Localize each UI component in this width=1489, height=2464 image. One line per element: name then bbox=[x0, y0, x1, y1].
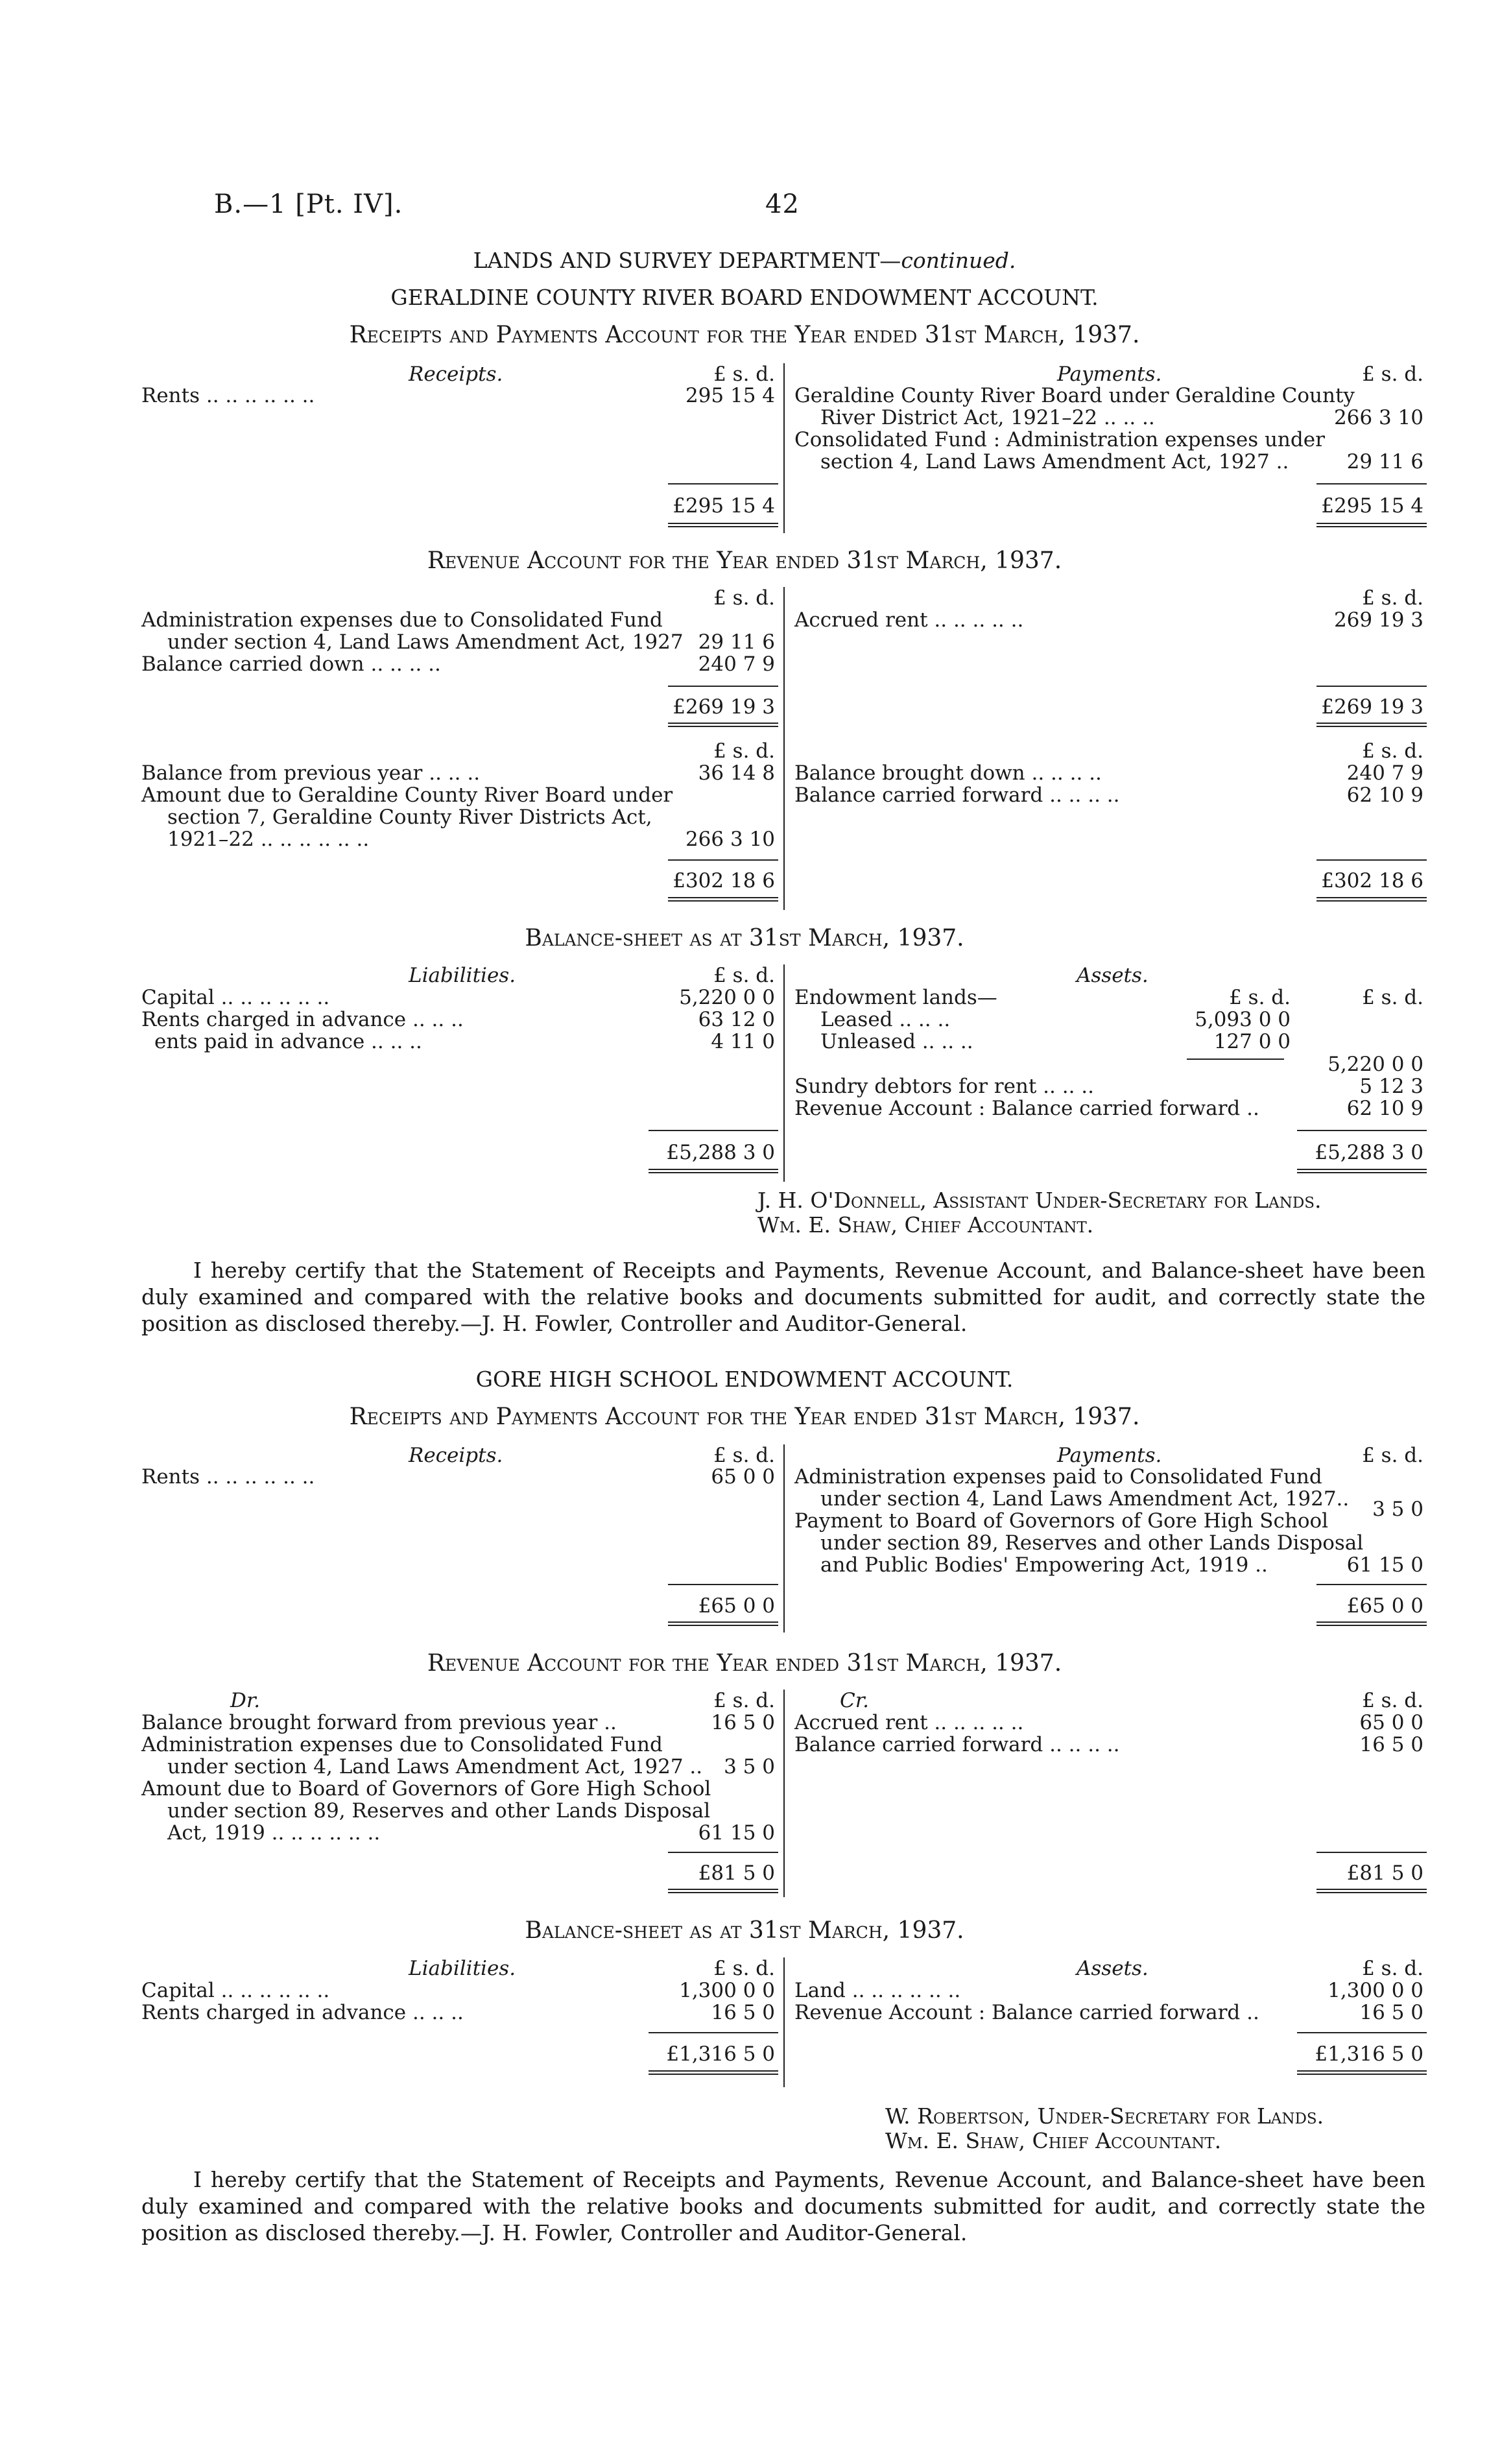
rule bbox=[668, 1852, 778, 1853]
revenue-line: under section 89, Reserves and other Lands Disposal bbox=[167, 1799, 711, 1823]
column-divider bbox=[783, 1690, 785, 1897]
total-left: £1,316 5 0 bbox=[666, 2042, 775, 2066]
dr-label: Dr. bbox=[230, 1689, 261, 1712]
total-left: £302 18 6 bbox=[673, 869, 775, 892]
total-right: £295 15 4 bbox=[1321, 494, 1423, 518]
revenue-line: Administration expenses due to Consolidated Fund bbox=[141, 608, 663, 632]
lsd-header: £ s. d. bbox=[1362, 586, 1423, 610]
liability-line: Capital .. .. .. .. .. .. bbox=[141, 1979, 330, 2002]
rule bbox=[668, 686, 778, 687]
lsd-header: £ s. d. bbox=[1362, 739, 1423, 763]
total-right: £269 19 3 bbox=[1321, 695, 1423, 719]
asset-line: Revenue Account : Balance carried forward .. bbox=[794, 2001, 1259, 2024]
liability-amount: 16 5 0 bbox=[711, 2001, 775, 2024]
asset-amount: 127 0 0 bbox=[1213, 1030, 1291, 1053]
asset-line: Land .. .. .. .. .. .. bbox=[794, 1979, 961, 2002]
revenue-line: 1921–22 .. .. .. .. .. .. bbox=[167, 828, 370, 851]
lsd-header: £ s. d. bbox=[713, 1957, 775, 1980]
rule bbox=[668, 483, 778, 484]
payment-line: and Public Bodies' Empowering Act, 1919 .. bbox=[820, 1553, 1268, 1577]
payments-label: Payments. bbox=[1057, 363, 1162, 386]
double-rule bbox=[1297, 2070, 1427, 2075]
liabilities-label: Liabilities. bbox=[409, 964, 516, 987]
double-rule bbox=[668, 1621, 778, 1626]
double-rule bbox=[1316, 523, 1427, 527]
payment-line: Consolidated Fund : Administration expenses under bbox=[794, 428, 1325, 451]
revenue-line: Balance brought down .. .. .. .. bbox=[794, 761, 1102, 785]
rule bbox=[1316, 859, 1427, 861]
lsd-header: £ s. d. bbox=[713, 1444, 775, 1467]
payment-line: section 4, Land Laws Amendment Act, 1927 .. bbox=[820, 450, 1289, 473]
signature-accountant: Wm. E. Shaw, Chief Accountant. bbox=[757, 1212, 1094, 1238]
payment-line: Administration expenses paid to Consolidated Fund bbox=[794, 1465, 1322, 1489]
total-right: £81 5 0 bbox=[1346, 1861, 1423, 1885]
receipts-label: Receipts. bbox=[409, 1444, 503, 1467]
rule bbox=[649, 1130, 778, 1131]
payment-amount: 3 5 0 bbox=[1372, 1498, 1423, 1521]
double-rule bbox=[1316, 1889, 1427, 1893]
lsd-header: £ s. d. bbox=[713, 739, 775, 763]
rule bbox=[1316, 483, 1427, 484]
lsd-header: £ s. d. bbox=[1229, 986, 1291, 1009]
revenue-amount: 62 10 9 bbox=[1346, 783, 1423, 807]
total-left: £269 19 3 bbox=[673, 695, 775, 719]
assets-label: Assets. bbox=[1077, 964, 1149, 987]
geraldine-balance-heading: Balance-sheet as at 31st March, 1937. bbox=[525, 925, 964, 951]
revenue-line: Balance carried forward .. .. .. .. bbox=[794, 1733, 1120, 1756]
gore-revenue-heading: Revenue Account for the Year ended 31st March, 1937. bbox=[427, 1650, 1062, 1677]
revenue-amount: 29 11 6 bbox=[698, 630, 775, 654]
double-rule bbox=[1297, 1169, 1427, 1173]
asset-line: Sundry debtors for rent .. .. .. bbox=[794, 1075, 1095, 1098]
asset-line: Leased .. .. .. bbox=[820, 1008, 951, 1031]
department-title: LANDS AND SURVEY DEPARTMENT—continued. bbox=[473, 248, 1016, 273]
payment-line: under section 4, Land Laws Amendment Act, 1927.. bbox=[820, 1487, 1350, 1511]
total-right: £1,316 5 0 bbox=[1315, 2042, 1423, 2066]
revenue-amount: 65 0 0 bbox=[1359, 1711, 1423, 1734]
liability-amount: 1,300 0 0 bbox=[679, 1979, 775, 2002]
asset-amount: 16 5 0 bbox=[1359, 2001, 1423, 2024]
revenue-line: Accrued rent .. .. .. .. .. bbox=[794, 1711, 1024, 1734]
payment-amount: 61 15 0 bbox=[1346, 1553, 1423, 1577]
asset-line: Revenue Account : Balance carried forward .. bbox=[794, 1097, 1259, 1120]
double-rule bbox=[668, 723, 778, 727]
asset-line: Unleased .. .. .. bbox=[820, 1030, 973, 1053]
double-rule bbox=[668, 1889, 778, 1893]
liability-amount: 5,220 0 0 bbox=[679, 986, 775, 1009]
revenue-line: Accrued rent .. .. .. .. .. bbox=[794, 608, 1024, 632]
gore-rp-heading: Receipts and Payments Account for the Year ended 31st March, 1937. bbox=[349, 1404, 1140, 1430]
payment-line: Payment to Board of Governors of Gore High School bbox=[794, 1509, 1329, 1533]
double-rule bbox=[649, 1169, 778, 1173]
page-reference: B.—1 [Pt. IV]. bbox=[214, 189, 403, 219]
revenue-line: Act, 1919 .. .. .. .. .. .. bbox=[167, 1821, 381, 1845]
asset-amount: 5,093 0 0 bbox=[1195, 1008, 1291, 1031]
rents-line: Rents .. .. .. .. .. .. bbox=[141, 384, 315, 407]
double-rule bbox=[649, 2070, 778, 2075]
asset-amount: 62 10 9 bbox=[1346, 1097, 1423, 1120]
double-rule bbox=[668, 523, 778, 527]
total-right: £65 0 0 bbox=[1346, 1594, 1423, 1618]
total-left: £81 5 0 bbox=[698, 1861, 775, 1885]
liability-line: Capital .. .. .. .. .. .. bbox=[141, 986, 330, 1009]
payment-line: under section 89, Reserves and other Lands Disposal bbox=[820, 1531, 1364, 1555]
column-divider bbox=[783, 1444, 785, 1633]
assets-label: Assets. bbox=[1077, 1957, 1149, 1980]
total-right: £5,288 3 0 bbox=[1315, 1141, 1423, 1164]
revenue-amount: 269 19 3 bbox=[1333, 608, 1423, 632]
lsd-header: £ s. d. bbox=[1362, 986, 1423, 1009]
total-left: £65 0 0 bbox=[698, 1594, 775, 1618]
revenue-amount: 61 15 0 bbox=[698, 1821, 775, 1845]
revenue-amount: 240 7 9 bbox=[1346, 761, 1423, 785]
revenue-line: Balance carried down .. .. .. .. bbox=[141, 652, 441, 676]
column-divider bbox=[783, 964, 785, 1182]
signature-under-secretary: J. H. O'Donnell, Assistant Under-Secretary for Lands. bbox=[757, 1188, 1322, 1213]
revenue-line: Amount due to Board of Governors of Gore High School bbox=[141, 1777, 711, 1800]
revenue-amount: 240 7 9 bbox=[698, 652, 775, 676]
audit-certificate: I hereby certify that the Statement of Receipts and Payments, Revenue Account, and Balance-sheet have been duly examined and compared with the relative books and documents submitted for audit, and correctly state the position as disclosed thereby.—J. H. Fowler, Controller and Auditor-General. bbox=[141, 1258, 1425, 1336]
revenue-amount: 3 5 0 bbox=[724, 1755, 775, 1778]
liabilities-label: Liabilities. bbox=[409, 1957, 516, 1980]
signature-under-secretary: W. Robertson, Under-Secretary for Lands. bbox=[885, 2103, 1324, 2129]
rule bbox=[1297, 2032, 1427, 2033]
liability-line: Rents charged in advance .. .. .. bbox=[141, 1008, 464, 1031]
total-left: £5,288 3 0 bbox=[666, 1141, 775, 1164]
column-divider bbox=[783, 587, 785, 910]
receipts-label: Receipts. bbox=[409, 363, 503, 386]
column-divider bbox=[783, 363, 785, 533]
double-rule bbox=[668, 897, 778, 902]
double-rule bbox=[1316, 1621, 1427, 1626]
lsd-header: £ s. d. bbox=[713, 964, 775, 987]
revenue-line: section 7, Geraldine County River Districts Act, bbox=[167, 806, 652, 829]
lsd-header: £ s. d. bbox=[1362, 1689, 1423, 1712]
geraldine-title: GERALDINE COUNTY RIVER BOARD ENDOWMENT ACCOUNT. bbox=[390, 285, 1099, 310]
double-rule bbox=[1316, 723, 1427, 727]
rule bbox=[668, 1584, 778, 1585]
revenue-line: under section 4, Land Laws Amendment Act, 1927 bbox=[167, 630, 684, 654]
page-number: 42 bbox=[765, 189, 800, 219]
revenue-amount: 16 5 0 bbox=[1359, 1733, 1423, 1756]
cr-label: Cr. bbox=[840, 1689, 869, 1712]
lsd-header: £ s. d. bbox=[713, 586, 775, 610]
revenue-line: under section 4, Land Laws Amendment Act, 1927 .. bbox=[167, 1755, 703, 1778]
rents-line: Rents .. .. .. .. .. .. bbox=[141, 1465, 315, 1489]
rule bbox=[1297, 1130, 1427, 1131]
payment-line: River District Act, 1921–22 .. .. .. bbox=[820, 406, 1155, 429]
asset-amount: 1,300 0 0 bbox=[1328, 1979, 1423, 2002]
liability-line: ents paid in advance .. .. .. bbox=[154, 1030, 422, 1053]
liability-amount: 4 11 0 bbox=[711, 1030, 775, 1053]
payment-amount: 29 11 6 bbox=[1346, 450, 1423, 473]
rule bbox=[649, 2032, 778, 2033]
gore-title: GORE HIGH SCHOOL ENDOWMENT ACCOUNT. bbox=[475, 1367, 1014, 1392]
gore-balance-heading: Balance-sheet as at 31st March, 1937. bbox=[525, 1917, 964, 1944]
double-rule bbox=[1316, 897, 1427, 902]
revenue-line: Balance carried forward .. .. .. .. bbox=[794, 783, 1120, 807]
signature-accountant: Wm. E. Shaw, Chief Accountant. bbox=[885, 2128, 1222, 2153]
geraldine-rp-heading: Receipts and Payments Account for the Year ended 31st March, 1937. bbox=[349, 322, 1140, 348]
rents-amount: 65 0 0 bbox=[711, 1465, 775, 1489]
rents-amount: 295 15 4 bbox=[685, 384, 775, 407]
rule bbox=[1316, 686, 1427, 687]
audit-certificate: I hereby certify that the Statement of Receipts and Payments, Revenue Account, and Balance-sheet have been duly examined and compared with the relative books and documents submitted for audit, and correctly state the position as disclosed thereby.—J. H. Fowler, Controller and Auditor-General. bbox=[141, 2167, 1425, 2245]
payment-line: Geraldine County River Board under Geraldine County bbox=[794, 384, 1355, 407]
payments-label: Payments. bbox=[1057, 1444, 1162, 1467]
asset-amount: 5 12 3 bbox=[1359, 1075, 1423, 1098]
total-right: £302 18 6 bbox=[1321, 869, 1423, 892]
revenue-amount: 36 14 8 bbox=[698, 761, 775, 785]
lsd-header: £ s. d. bbox=[713, 363, 775, 386]
liability-line: Rents charged in advance .. .. .. bbox=[141, 2001, 464, 2024]
payment-amount: 266 3 10 bbox=[1333, 406, 1423, 429]
revenue-line: Balance from previous year .. .. .. bbox=[141, 761, 481, 785]
revenue-amount: 266 3 10 bbox=[685, 828, 775, 851]
revenue-line: Amount due to Geraldine County River Board under bbox=[141, 783, 673, 807]
rule bbox=[668, 859, 778, 861]
column-divider bbox=[783, 1957, 785, 2087]
lsd-header: £ s. d. bbox=[1362, 363, 1423, 386]
asset-subtotal: 5,220 0 0 bbox=[1328, 1053, 1423, 1076]
lsd-header: £ s. d. bbox=[1362, 1957, 1423, 1980]
asset-line: Endowment lands— bbox=[794, 986, 997, 1009]
geraldine-revenue-heading: Revenue Account for the Year ended 31st March, 1937. bbox=[427, 547, 1062, 574]
rule bbox=[1316, 1852, 1427, 1853]
liability-amount: 63 12 0 bbox=[698, 1008, 775, 1031]
revenue-amount: 16 5 0 bbox=[711, 1711, 775, 1734]
lsd-header: £ s. d. bbox=[713, 1689, 775, 1712]
rule bbox=[1187, 1059, 1284, 1060]
revenue-line: Balance brought forward from previous year .. bbox=[141, 1711, 617, 1734]
revenue-line: Administration expenses due to Consolidated Fund bbox=[141, 1733, 663, 1756]
lsd-header: £ s. d. bbox=[1362, 1444, 1423, 1467]
total-left: £295 15 4 bbox=[673, 494, 775, 518]
rule bbox=[1316, 1584, 1427, 1585]
